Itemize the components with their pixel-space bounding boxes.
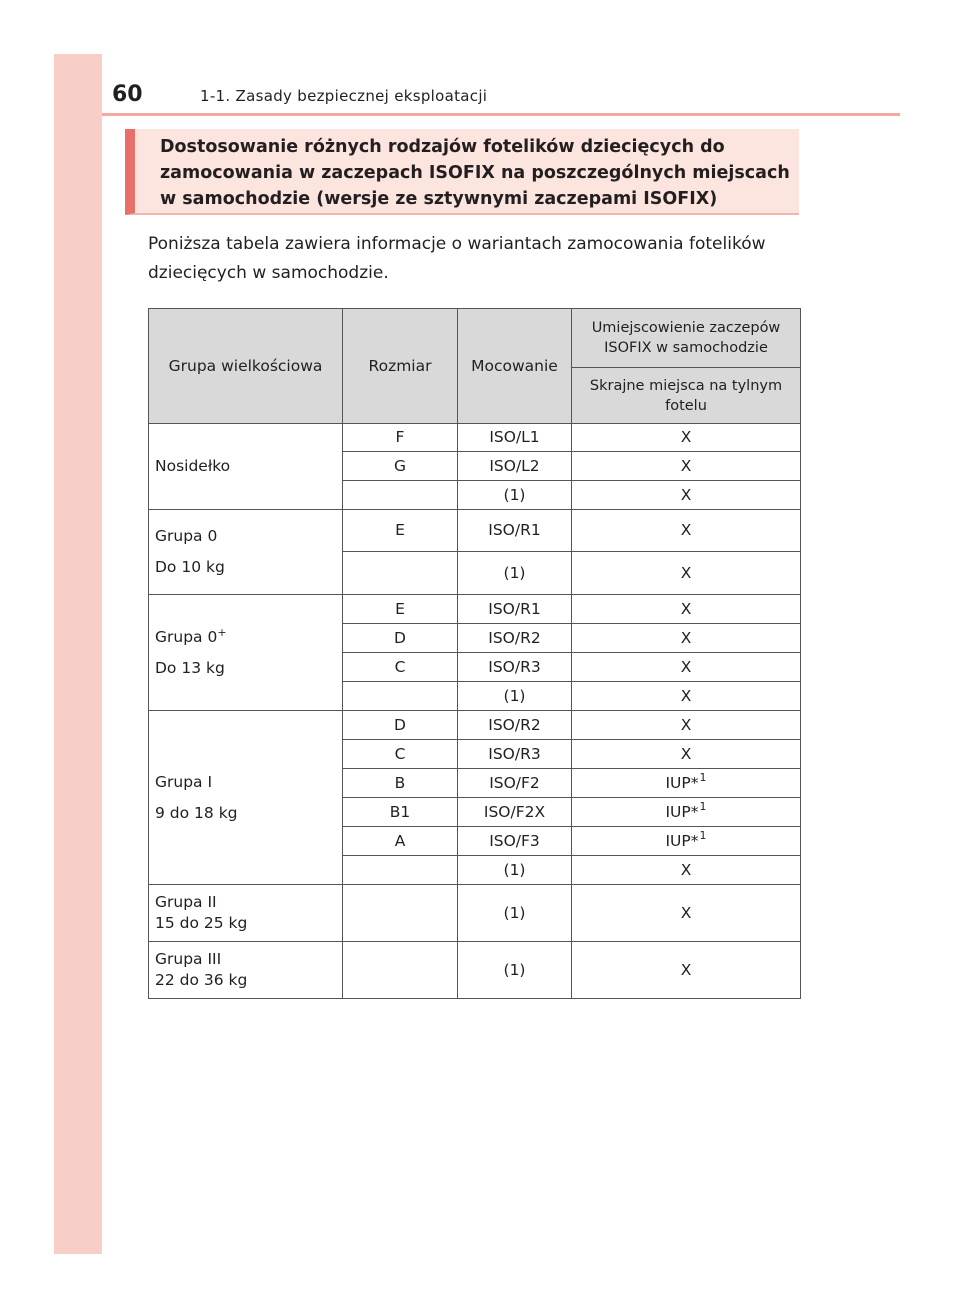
- header-location: Umiejscowienie zaczepów ISOFIX w samochodzie: [572, 309, 801, 368]
- table-row: [149, 510, 801, 552]
- size-cell: C: [343, 740, 458, 769]
- size-cell: G: [343, 452, 458, 481]
- location-cell: [572, 856, 801, 885]
- mounting-cell: ISO/R2: [458, 711, 572, 740]
- size-cell: [343, 942, 458, 999]
- table-row: [149, 942, 801, 999]
- header-mounting: Mocowanie: [458, 309, 572, 424]
- group-name-text: Grupa 0: [155, 627, 218, 646]
- location-value: X: [680, 960, 692, 979]
- size-cell: [343, 856, 458, 885]
- location-cell: [572, 711, 801, 740]
- group-cell: [149, 424, 343, 510]
- mounting-cell: (1): [458, 856, 572, 885]
- size-cell: B1: [343, 798, 458, 827]
- mounting-cell: ISO/F3: [458, 827, 572, 856]
- header-location-sub: Skrajne miejsca na tylnym fotelu: [572, 368, 801, 424]
- size-cell: [343, 481, 458, 510]
- mounting-cell: ISO/L2: [458, 452, 572, 481]
- table-row: [149, 424, 801, 452]
- group-cell: [149, 711, 343, 885]
- table-row: [149, 711, 801, 740]
- section-banner: [125, 129, 799, 215]
- mounting-cell: ISO/F2: [458, 769, 572, 798]
- page-number: 60: [112, 82, 143, 107]
- running-title: 1-1. Zasady bezpiecznej eksploatacji: [200, 87, 488, 105]
- group-weight: Do 10 kg: [155, 558, 225, 576]
- location-cell: [572, 452, 801, 481]
- size-cell: D: [343, 711, 458, 740]
- location-cell: [572, 510, 801, 552]
- location-cell: [572, 552, 801, 595]
- header-size: Rozmiar: [343, 309, 458, 424]
- group-name: [155, 892, 338, 913]
- group-name: [155, 456, 338, 477]
- size-cell: [343, 885, 458, 942]
- mounting-cell: (1): [458, 481, 572, 510]
- section-heading: Dostosowanie różnych rodzajów fotelików dziecięcych do zamocowania w zaczepach ISOFIX na poszczególnych miejscach w samochodzie (wersje ze sztywnymi zaczepami ISOFIX): [160, 137, 790, 209]
- mounting-cell: ISO/R1: [458, 510, 572, 552]
- location-value: X: [680, 657, 692, 676]
- location-cell: [572, 885, 801, 942]
- group-weight: 15 do 25 kg: [155, 914, 248, 932]
- group-name: [155, 526, 338, 547]
- group-name-text: Nosidełko: [155, 457, 231, 475]
- group-name-text: Grupa III: [155, 950, 222, 968]
- location-value: X: [680, 686, 692, 705]
- location-value: X: [680, 563, 692, 582]
- group-name-text: Grupa II: [155, 893, 217, 911]
- header-rule: [102, 113, 900, 116]
- mounting-cell: ISO/F2X: [458, 798, 572, 827]
- size-cell: [343, 682, 458, 711]
- location-cell: [572, 740, 801, 769]
- location-value: IUP*: [665, 802, 699, 821]
- location-value: X: [680, 485, 692, 504]
- location-cell: [572, 798, 801, 827]
- group-name: [155, 949, 338, 970]
- size-cell: [343, 552, 458, 595]
- mounting-cell: ISO/R3: [458, 740, 572, 769]
- location-cell: [572, 682, 801, 711]
- group-name-superscript: +: [217, 625, 227, 639]
- mounting-cell: ISO/R1: [458, 595, 572, 624]
- size-cell: D: [343, 624, 458, 653]
- size-cell: B: [343, 769, 458, 798]
- group-name-text: Grupa I: [155, 772, 213, 791]
- location-cell: [572, 595, 801, 624]
- location-cell: [572, 624, 801, 653]
- location-value: X: [680, 521, 692, 539]
- location-cell: [572, 942, 801, 999]
- size-cell: E: [343, 510, 458, 552]
- location-cell: [572, 653, 801, 682]
- mounting-cell: ISO/R2: [458, 624, 572, 653]
- location-value: X: [680, 428, 692, 446]
- location-value: X: [680, 860, 692, 879]
- size-cell: E: [343, 595, 458, 624]
- location-value: IUP*: [665, 773, 699, 792]
- group-cell: [149, 885, 343, 942]
- group-name-text: Grupa 0: [155, 527, 218, 545]
- group-weight: Do 13 kg: [155, 658, 225, 677]
- page-edge-tab: [54, 54, 102, 1254]
- group-cell: [149, 595, 343, 711]
- group-name: [155, 627, 338, 648]
- table-body: [149, 424, 801, 999]
- location-value: X: [680, 628, 692, 647]
- mounting-cell: (1): [458, 942, 572, 999]
- mounting-cell: (1): [458, 885, 572, 942]
- location-value: IUP*: [665, 831, 699, 850]
- footnote-ref: 1: [699, 800, 707, 814]
- footnote-ref: 1: [699, 771, 707, 785]
- location-cell: [572, 424, 801, 452]
- mounting-cell: ISO/R3: [458, 653, 572, 682]
- table-row: [149, 595, 801, 624]
- group-weight: 22 do 36 kg: [155, 971, 248, 989]
- isofix-table: [148, 308, 801, 999]
- location-value: X: [680, 456, 692, 475]
- table-header: [149, 309, 801, 424]
- size-cell: C: [343, 653, 458, 682]
- location-value: X: [680, 903, 692, 922]
- table-row: [149, 885, 801, 942]
- group-cell: [149, 942, 343, 999]
- mounting-cell: ISO/L1: [458, 424, 572, 452]
- location-cell: [572, 769, 801, 798]
- location-value: X: [680, 744, 692, 763]
- mounting-cell: (1): [458, 552, 572, 595]
- location-value: X: [680, 599, 692, 618]
- group-weight: 9 do 18 kg: [155, 803, 238, 822]
- mounting-cell: (1): [458, 682, 572, 711]
- location-cell: [572, 827, 801, 856]
- location-value: X: [680, 715, 692, 734]
- intro-paragraph: Poniższa tabela zawiera informacje o wariantach zamocowania fotelików dziecięcych w samochodzie.: [148, 234, 766, 283]
- group-cell: [149, 510, 343, 595]
- size-cell: F: [343, 424, 458, 452]
- location-cell: [572, 481, 801, 510]
- group-name: [155, 772, 338, 793]
- header-group: Grupa wielkościowa: [149, 309, 343, 424]
- size-cell: A: [343, 827, 458, 856]
- footnote-ref: 1: [699, 829, 707, 843]
